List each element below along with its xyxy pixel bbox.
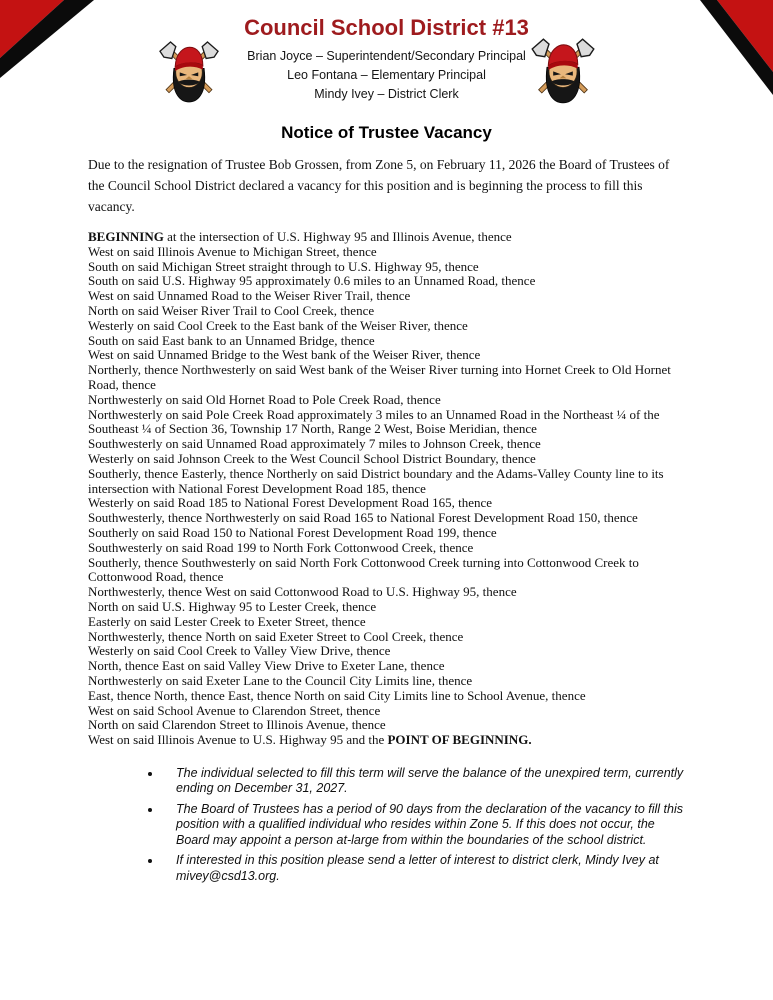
- lumberjack-mascot-icon: [156, 36, 222, 106]
- boundary-line: Northwesterly on said Pole Creek Road approximately 3 miles to an Unnamed Road in the Northeast ¼ of the Southeast ¼ of Section 36, Township 17 North, Range 2 West, Boise Meridian, thence: [88, 406, 660, 437]
- boundary-line: Westerly on said Johnson Creek to the West Council School District Boundary, thence: [88, 450, 536, 466]
- mascot-logo-right: [528, 34, 598, 106]
- staff-line: Mindy Ivey – District Clerk: [314, 87, 459, 101]
- info-bullet: • The Board of Trustees has a period of 90 days from the declaration of the vacancy to fill this position with a qualified individual who resides within Zone 5. If this does not occur, the Board may appoint a person at-large from within the boundaries of the school district.: [162, 802, 688, 849]
- boundary-line: Northwesterly on said Exeter Lane to the Council City Limits line, thence: [88, 672, 473, 688]
- boundary-line: North on said Weiser River Trail to Cool Creek, thence: [88, 302, 375, 318]
- boundary-line-text: West on said Illinois Avenue to U.S. Highway 95 and the: [88, 732, 388, 748]
- point-of-beginning-label: POINT OF BEGINNING.: [387, 732, 532, 748]
- info-bullet: • The individual selected to fill this term will serve the balance of the unexpired term, currently ending on December 31, 2027.: [162, 766, 688, 797]
- corner-red-triangle: [698, 0, 773, 95]
- lumberjack-mascot-icon: [528, 34, 598, 106]
- boundary-line: North on said U.S. Highway 95 to Lester Creek, thence: [88, 598, 377, 614]
- boundary-line: East, thence North, thence East, thence North on said City Limits line to School Avenue, thence: [88, 687, 586, 703]
- boundary-line: Westerly on said Road 185 to National Forest Development Road 165, thence: [88, 495, 493, 511]
- boundary-line: Southwesterly, thence Northwesterly on said Road 165 to National Forest Development Road 150, thence: [88, 510, 638, 526]
- boundary-line: Northerly, thence Northwesterly on said West bank of the Weiser River turning into Hornet Creek to Old Hornet Road, thence: [88, 362, 671, 392]
- boundary-line: Westerly on said Cool Creek to the East bank of the Weiser River, thence: [88, 317, 468, 333]
- boundary-line: Southerly, thence Easterly, thence Northerly on said District boundary and the Adams-Valley County line to its intersection with National Forest Development Road 185, thence: [88, 465, 664, 496]
- boundary-line: West on said Illinois Avenue to Michigan Street, thence: [88, 243, 377, 259]
- district-title: Council School District #13: [244, 15, 529, 40]
- letterhead: [0, 0, 773, 104]
- boundary-line: West on said School Avenue to Clarendon Street, thence: [88, 702, 381, 718]
- boundary-line: South on said U.S. Highway 95 approximately 0.6 miles to an Unnamed Road, thence: [88, 273, 536, 289]
- boundary-line: Southwesterly on said Unnamed Road approximately 7 miles to Johnson Creek, thence: [88, 436, 541, 452]
- staff-line: Brian Joyce – Superintendent/Secondary Principal: [247, 49, 526, 63]
- info-bullets: [148, 766, 688, 885]
- boundary-line-text: at the intersection of U.S. Highway 95 and Illinois Avenue, thence: [163, 229, 512, 244]
- boundary-line: Northwesterly, thence West on said Cottonwood Road to U.S. Highway 95, thence: [88, 584, 517, 600]
- corner-accent-top-left: [0, 0, 94, 78]
- intro-paragraph: Due to the resignation of Trustee Bob Grossen, from Zone 5, on February 11, 2026 the Board of Trustees of the Council School District declared a vacancy for this position and is beginning the process to fill this vacancy.: [88, 157, 670, 214]
- boundary-line: Easterly on said Lester Creek to Exeter Street, thence: [88, 613, 366, 629]
- boundary-line: Southwesterly on said Road 199 to North Fork Cottonwood Creek, thence: [88, 539, 474, 555]
- boundary-description: [88, 230, 691, 748]
- boundary-line: North, thence East on said Valley View Drive to Exeter Lane, thence: [88, 658, 445, 674]
- info-bullet: • If interested in this position please send a letter of interest to district clerk, Mindy Ivey at mivey@csd13.org.: [162, 853, 688, 884]
- boundary-line: Southerly, thence Southwesterly on said North Fork Cottonwood Creek turning into Cottonwood Creek to Cottonwood Road, thence: [88, 554, 639, 585]
- staff-line: Leo Fontana – Elementary Principal: [287, 68, 486, 82]
- boundary-line-closing: [88, 733, 691, 748]
- boundary-line: South on said Michigan Street straight through to U.S. Highway 95, thence: [88, 258, 479, 274]
- boundary-line: Northwesterly on said Old Hornet Road to Pole Creek Road, thence: [88, 391, 441, 407]
- notice-heading: Notice of Trustee Vacancy: [281, 123, 492, 142]
- boundary-line: North on said Clarendon Street to Illinois Avenue, thence: [88, 717, 386, 733]
- mascot-logo-left: [156, 36, 222, 106]
- boundary-line-beginning: [88, 230, 691, 245]
- beginning-label: BEGINNING: [88, 229, 164, 244]
- boundary-line: Northwesterly, thence North on said Exeter Street to Cool Creek, thence: [88, 628, 464, 644]
- corner-accent-top-right: [698, 0, 773, 95]
- boundary-line: Southerly on said Road 150 to National Forest Development Road 199, thence: [88, 524, 497, 540]
- boundary-line: Westerly on said Cool Creek to Valley View Drive, thence: [88, 643, 391, 659]
- boundary-line: West on said Unnamed Bridge to the West bank of the Weiser River, thence: [88, 347, 481, 363]
- boundary-line: West on said Unnamed Road to the Weiser River Trail, thence: [88, 288, 411, 304]
- staff-list: [0, 47, 773, 104]
- boundary-line: South on said East bank to an Unnamed Bridge, thence: [88, 332, 375, 348]
